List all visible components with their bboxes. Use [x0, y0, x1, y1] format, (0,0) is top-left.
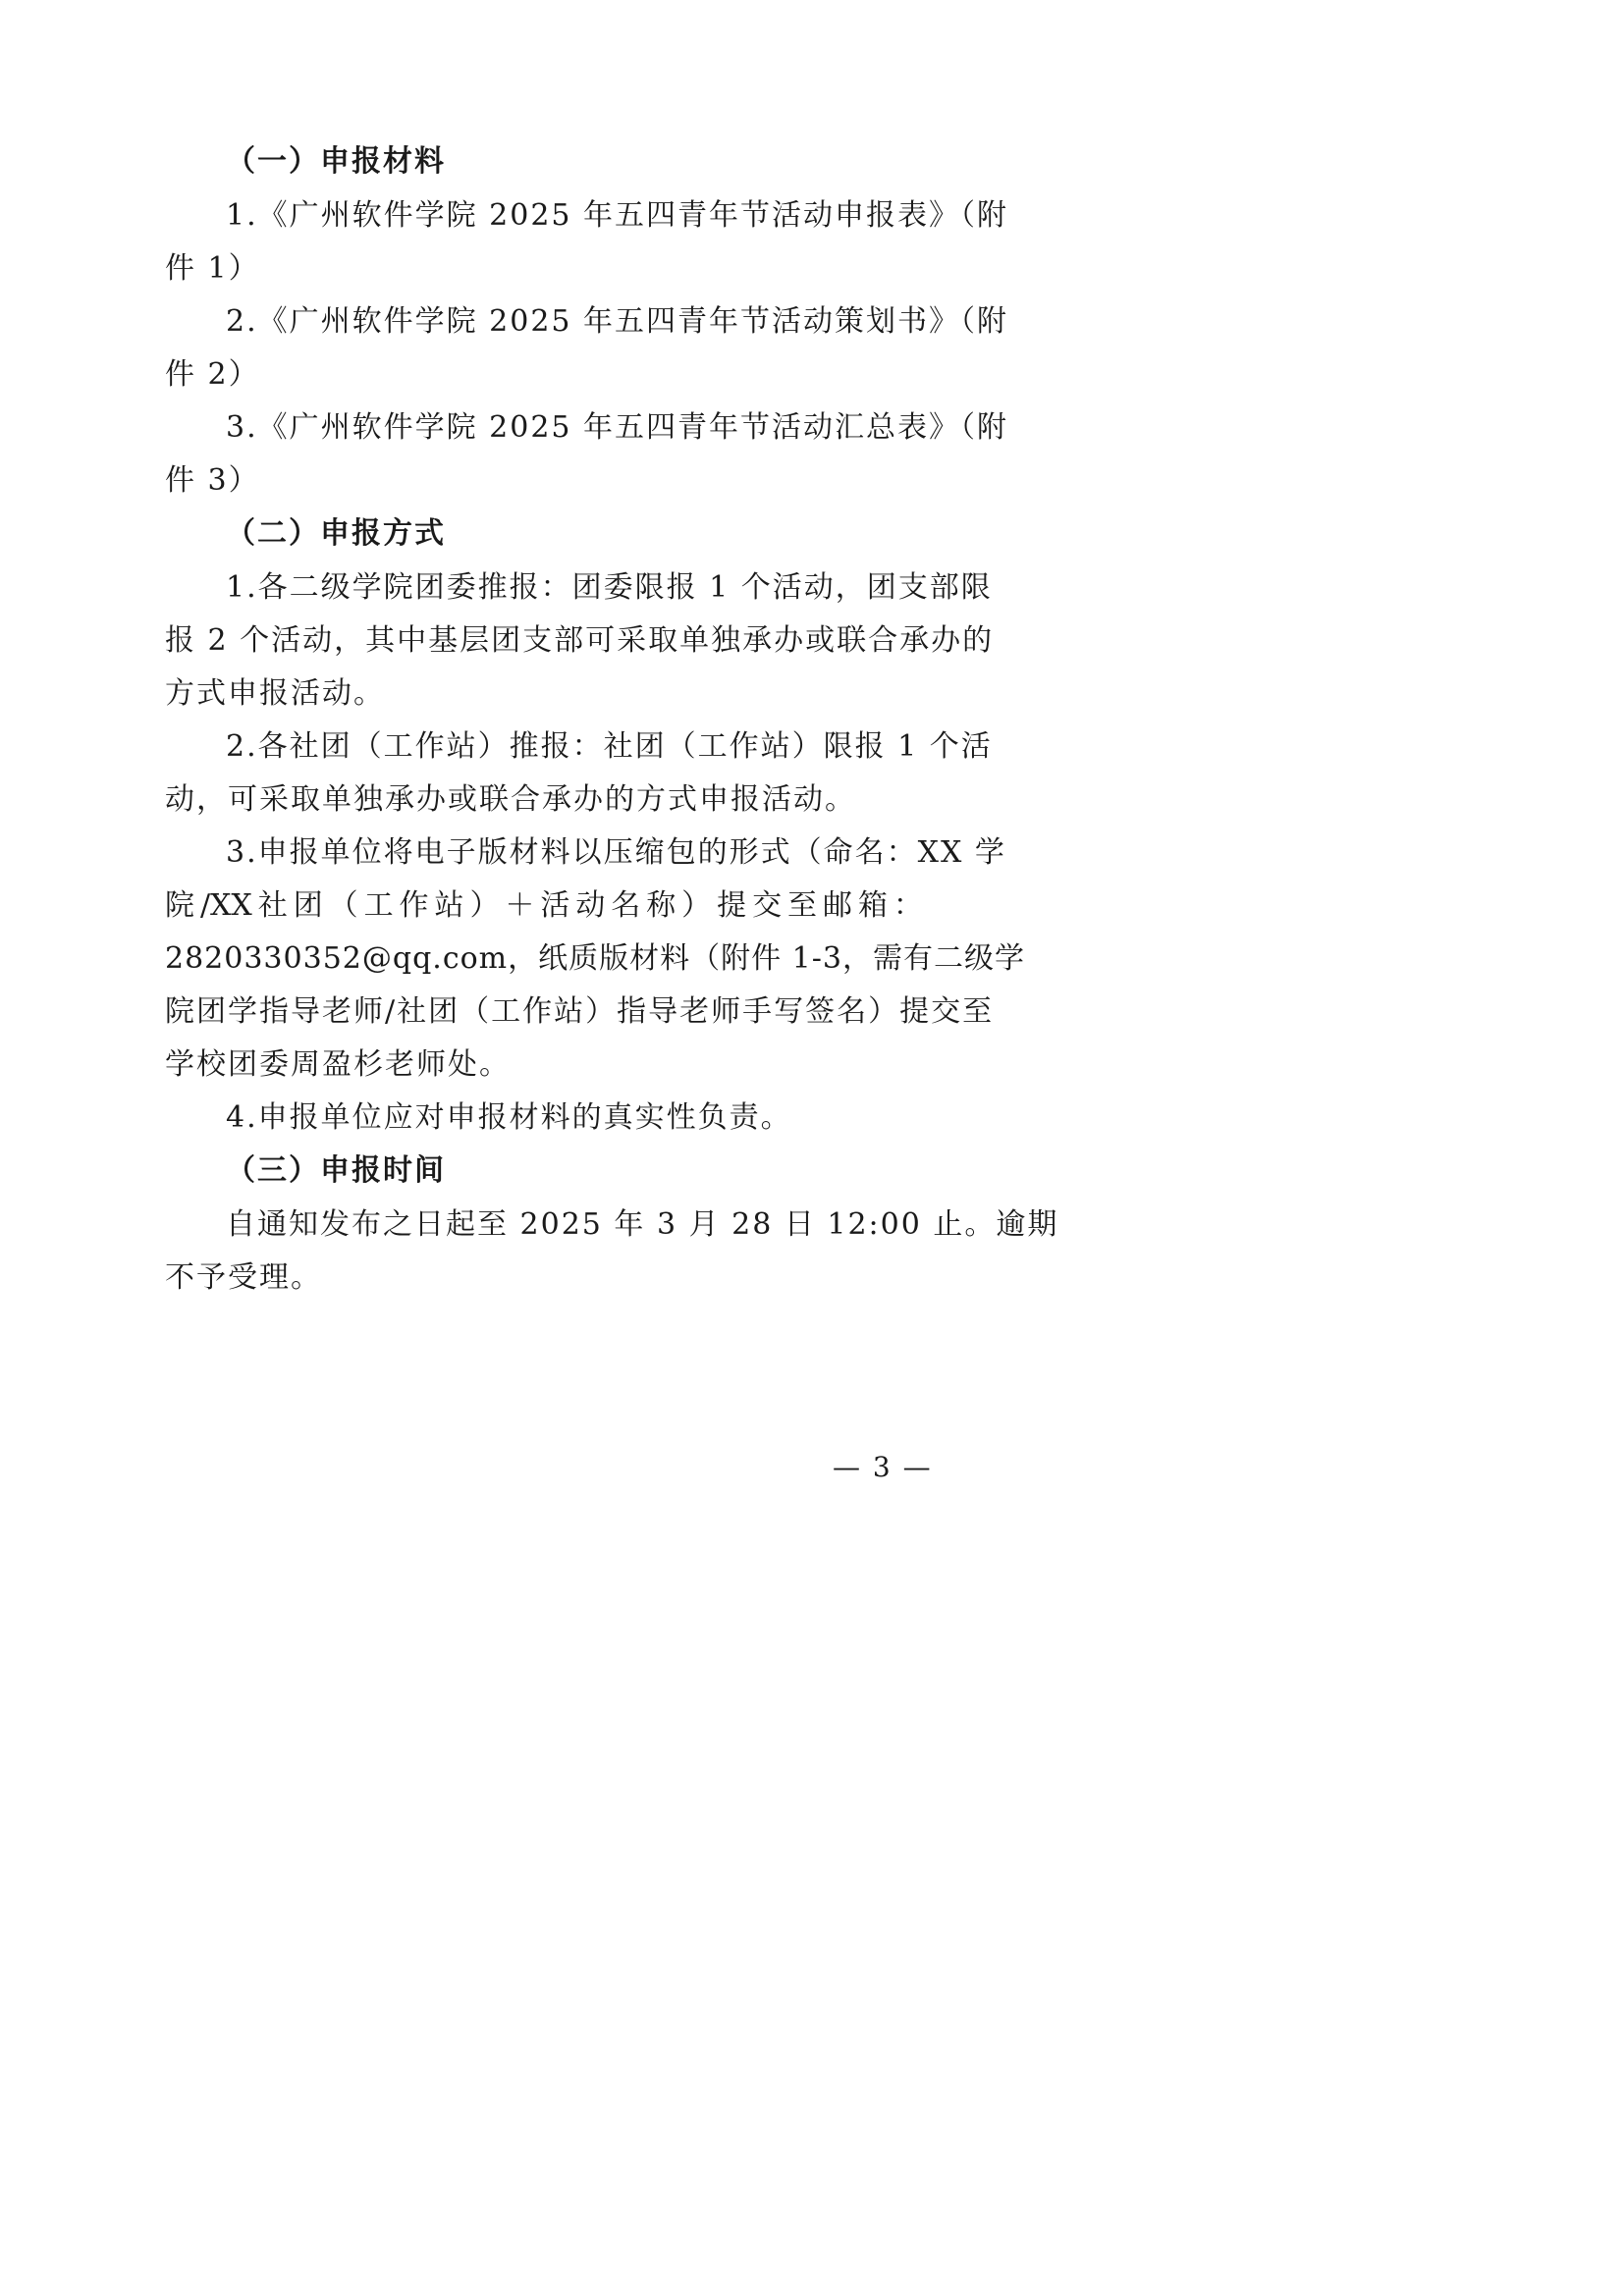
paragraph-line: 方式申报活动。 — [165, 676, 385, 711]
paragraph-line: 件 2） — [165, 357, 260, 392]
paragraph-line: 报 2 个活动，其中基层团支部可采取单独承办或联合承办的 — [165, 623, 995, 658]
text-fragment: ＋ — [505, 888, 535, 923]
text-fragment: 箱 — [857, 888, 888, 923]
justified-paragraph-line — [165, 880, 923, 933]
text-fragment: 团 — [293, 888, 323, 923]
text-fragment: 交 — [752, 888, 783, 923]
paragraph-line: 动，可采取单独承办或联合承办的方式申报活动。 — [165, 782, 856, 817]
text-fragment: 名 — [611, 888, 641, 923]
paragraph-line: 2.《广州软件学院 2025 年五四青年节活动策划书》（附 — [226, 304, 1009, 339]
text-fragment: 工 — [363, 888, 394, 923]
section-heading-3: （三）申报时间 — [226, 1153, 446, 1188]
text-fragment: /XX — [199, 888, 252, 923]
paragraph-line: 件 3） — [165, 463, 260, 498]
document-page — [0, 0, 1088, 1539]
text-fragment: ： — [893, 888, 923, 923]
paragraph-line: 不予受理。 — [165, 1260, 322, 1295]
paragraph-line: 学校团委周盈杉老师处。 — [165, 1047, 511, 1082]
paragraph-line: 2.各社团（工作站）推报：社团（工作站）限报 1 个活 — [226, 729, 993, 764]
text-fragment: 至 — [787, 888, 818, 923]
paragraph-line: 2820330352@qq.com，纸质版材料（附件 1-3，需有二级学 — [165, 941, 1025, 976]
page-number: — 3 — — [833, 1451, 933, 1483]
text-fragment: 社 — [257, 888, 288, 923]
paragraph-line: 件 1） — [165, 251, 260, 286]
text-fragment: 邮 — [822, 888, 852, 923]
text-fragment: 提 — [717, 888, 747, 923]
paragraph-line: 1.各二级学院团委推报：团委限报 1 个活动，团支部限 — [226, 570, 993, 605]
section-heading-2: （二）申报方式 — [226, 516, 446, 551]
text-fragment: 动 — [575, 888, 606, 923]
text-fragment: ） — [469, 888, 500, 923]
text-fragment: 活 — [540, 888, 570, 923]
text-fragment: 站 — [434, 888, 464, 923]
paragraph-line: 3.申报单位将电子版材料以压缩包的形式（命名：XX 学 — [226, 835, 1006, 870]
text-fragment: （ — [328, 888, 358, 923]
paragraph-line: 1.《广州软件学院 2025 年五四青年节活动申报表》（附 — [226, 198, 1009, 233]
paragraph-line: 4.申报单位应对申报材料的真实性负责。 — [226, 1100, 792, 1135]
paragraph-line: 院团学指导老师/社团（工作站）指导老师手写签名）提交至 — [165, 994, 995, 1029]
text-fragment: 称 — [646, 888, 677, 923]
text-fragment: 作 — [399, 888, 429, 923]
paragraph-line: 自通知发布之日起至 2025 年 3 月 28 日 12:00 止。逾期 — [226, 1207, 1059, 1242]
paragraph-line: 3.《广州软件学院 2025 年五四青年节活动汇总表》（附 — [226, 410, 1009, 445]
text-fragment: ） — [681, 888, 712, 923]
section-heading-1: （一）申报材料 — [226, 144, 446, 179]
text-fragment: 院 — [165, 888, 194, 923]
